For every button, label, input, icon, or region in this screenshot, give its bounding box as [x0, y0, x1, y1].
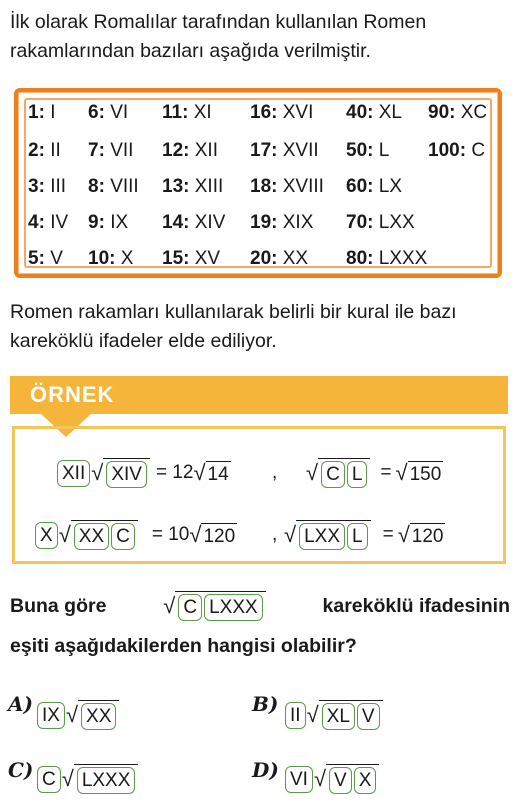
roman-cell: [250, 140, 319, 162]
arabic-number: 70:: [346, 212, 374, 233]
roman-numeral: XIX: [282, 212, 314, 233]
arabic-number: 7:: [88, 140, 105, 161]
roman-numeral: XIII: [194, 176, 224, 197]
inner-box: LXXX: [204, 594, 263, 621]
equals-text: = 12: [155, 462, 194, 483]
question-part-2: kareköklü ifadesinin: [322, 595, 510, 617]
inner-box: XX: [81, 703, 116, 730]
roman-cell: [28, 212, 68, 234]
example-banner: [10, 376, 508, 414]
roman-numeral: VIII: [110, 176, 139, 197]
inner-box: XL: [322, 703, 355, 730]
radical: √ LXXX: [62, 764, 139, 794]
roman-numeral: LXXX: [378, 248, 428, 269]
option-a-label: A): [8, 692, 33, 716]
roman-cell: [28, 248, 63, 270]
result-radicand: 120: [201, 523, 237, 548]
arabic-number: 20:: [250, 248, 278, 269]
inner-box: C: [178, 594, 202, 621]
option-b[interactable]: [284, 700, 383, 730]
outer-box: II: [285, 702, 306, 729]
arabic-number: 9:: [88, 212, 105, 233]
arabic-number: 100:: [428, 140, 467, 161]
radical: √ XL V: [307, 700, 383, 730]
arabic-number: 10:: [88, 248, 116, 269]
roman-cell: [162, 212, 225, 234]
roman-cell: [28, 102, 55, 124]
inner-box: XIV: [106, 461, 147, 488]
result-radical: √ 120: [189, 522, 236, 547]
roman-numeral: IX: [110, 212, 129, 233]
example-3: [34, 520, 237, 550]
outer-box: C: [37, 766, 61, 793]
question-line-2: eşiti aşağıdakilerden hangisi olabilir?: [10, 635, 357, 657]
radical: √ C L: [306, 458, 370, 488]
result-radical: √ 14: [193, 460, 229, 485]
inner-box: XX: [74, 523, 109, 550]
arabic-number: 19:: [250, 212, 278, 233]
roman-numeral: XVII: [282, 140, 319, 161]
radical: √ XX C: [59, 520, 138, 550]
outer-box: VI: [285, 766, 313, 793]
separator: ,: [272, 462, 278, 483]
arabic-number: 5:: [28, 248, 45, 269]
roman-numeral: XVI: [282, 102, 314, 123]
question-part-1: Buna göre: [10, 595, 107, 617]
arabic-number: 18:: [250, 176, 278, 197]
arabic-number: 13:: [162, 176, 190, 197]
roman-cell: [346, 212, 415, 234]
arabic-number: 11:: [162, 102, 189, 123]
outer-box: XII: [57, 460, 90, 487]
roman-numeral: XV: [194, 248, 221, 269]
arabic-number: 8:: [88, 176, 105, 197]
result-radicand: 120: [410, 523, 446, 548]
roman-cell: [346, 176, 402, 198]
inner-box: L: [347, 461, 368, 488]
option-a[interactable]: [36, 700, 119, 730]
inner-box: V: [329, 767, 352, 794]
result-radicand: 150: [408, 461, 444, 486]
roman-numeral: IV: [50, 212, 69, 233]
roman-cell: [250, 176, 324, 198]
roman-cell: [88, 102, 128, 124]
inner-box: L: [347, 523, 368, 550]
roman-numeral: XIV: [194, 212, 226, 233]
roman-numeral: I: [50, 102, 56, 123]
roman-cell: [428, 140, 485, 162]
roman-numeral: XC: [460, 102, 488, 123]
example-4: [284, 520, 445, 550]
equals-text: = 10: [151, 524, 190, 545]
arabic-number: 2:: [28, 140, 45, 161]
roman-cell: [346, 248, 427, 270]
radical: √ V X: [314, 764, 379, 794]
roman-cell: [250, 212, 313, 234]
radical: √ XIV: [91, 458, 150, 488]
separator: ,: [272, 524, 278, 545]
option-c-label: C): [8, 758, 34, 782]
equals-text: =: [382, 524, 394, 545]
roman-cell: [88, 212, 128, 234]
intro-text: İlk olarak Romalılar tarafından kullanılan Romen rakamlarından bazıları aşağıda verilmiştir.: [10, 11, 427, 62]
roman-cell: [162, 248, 220, 270]
roman-cell: [346, 102, 402, 124]
roman-cell: [162, 176, 223, 198]
roman-numeral: X: [120, 248, 134, 269]
roman-cell: [88, 248, 133, 270]
outer-box: IX: [37, 702, 65, 729]
roman-cell: [88, 140, 133, 162]
example-1: [56, 458, 231, 488]
option-c[interactable]: [36, 764, 138, 794]
roman-cell: [88, 176, 139, 198]
arabic-number: 14:: [162, 212, 190, 233]
inner-box: LXX: [299, 523, 345, 550]
arabic-number: 6:: [88, 102, 105, 123]
roman-numeral: II: [50, 140, 61, 161]
option-d-label: D): [252, 758, 279, 782]
roman-numeral: L: [378, 140, 390, 161]
arabic-number: 17:: [250, 140, 278, 161]
option-d[interactable]: [284, 764, 379, 794]
roman-cell: [162, 102, 212, 124]
result-radical: √ 150: [395, 460, 442, 485]
radical: √ LXX L: [284, 520, 371, 550]
roman-cell: [28, 140, 61, 162]
roman-numeral: VI: [110, 102, 129, 123]
question: [10, 586, 510, 666]
outer-box: X: [35, 522, 58, 549]
roman-numeral: V: [50, 248, 63, 269]
arabic-number: 12:: [162, 140, 190, 161]
radical: √ XX: [66, 700, 119, 730]
arabic-number: 15:: [162, 248, 190, 269]
inner-box: C: [111, 523, 135, 550]
arabic-number: 60:: [346, 176, 374, 197]
roman-numeral: XI: [193, 102, 212, 123]
roman-cell: [28, 176, 66, 198]
middle-text: Romen rakamları kullanılarak belirli bir kural ile bazı kareköklü ifadeler elde ediliyor.: [10, 301, 457, 352]
arabic-number: 50:: [346, 140, 374, 161]
example-2: [306, 458, 443, 488]
result-radicand: 14: [206, 461, 231, 486]
arabic-number: 90:: [428, 102, 456, 123]
roman-cell: [346, 140, 389, 162]
arabic-number: 40:: [346, 102, 374, 123]
equals-text: =: [380, 462, 392, 483]
roman-cell: [250, 102, 313, 124]
inner-box: LXXX: [77, 767, 136, 794]
roman-cell: [162, 140, 218, 162]
inner-box: V: [357, 703, 380, 730]
roman-numeral: XL: [378, 102, 402, 123]
arabic-number: 4:: [28, 212, 45, 233]
example-title: ÖRNEK: [30, 382, 115, 407]
roman-cell: [428, 102, 487, 124]
result-radical: √ 120: [397, 522, 444, 547]
roman-numeral: VII: [110, 140, 134, 161]
inner-box: C: [321, 461, 345, 488]
arabic-number: 16:: [250, 102, 278, 123]
inner-box: X: [354, 767, 377, 794]
roman-numeral: III: [50, 176, 67, 197]
question-radical: √ C LXXX: [163, 591, 265, 621]
roman-cell: [250, 248, 308, 270]
arabic-number: 80:: [346, 248, 374, 269]
roman-numeral: XII: [194, 140, 218, 161]
roman-numeral: LX: [378, 176, 402, 197]
option-b-label: B): [252, 692, 279, 716]
roman-numeral: XVIII: [282, 176, 324, 197]
arabic-number: 3:: [28, 176, 45, 197]
roman-numeral: LXX: [378, 212, 415, 233]
roman-numeral: XX: [282, 248, 309, 269]
roman-numeral: C: [471, 140, 486, 161]
arabic-number: 1:: [28, 102, 45, 123]
